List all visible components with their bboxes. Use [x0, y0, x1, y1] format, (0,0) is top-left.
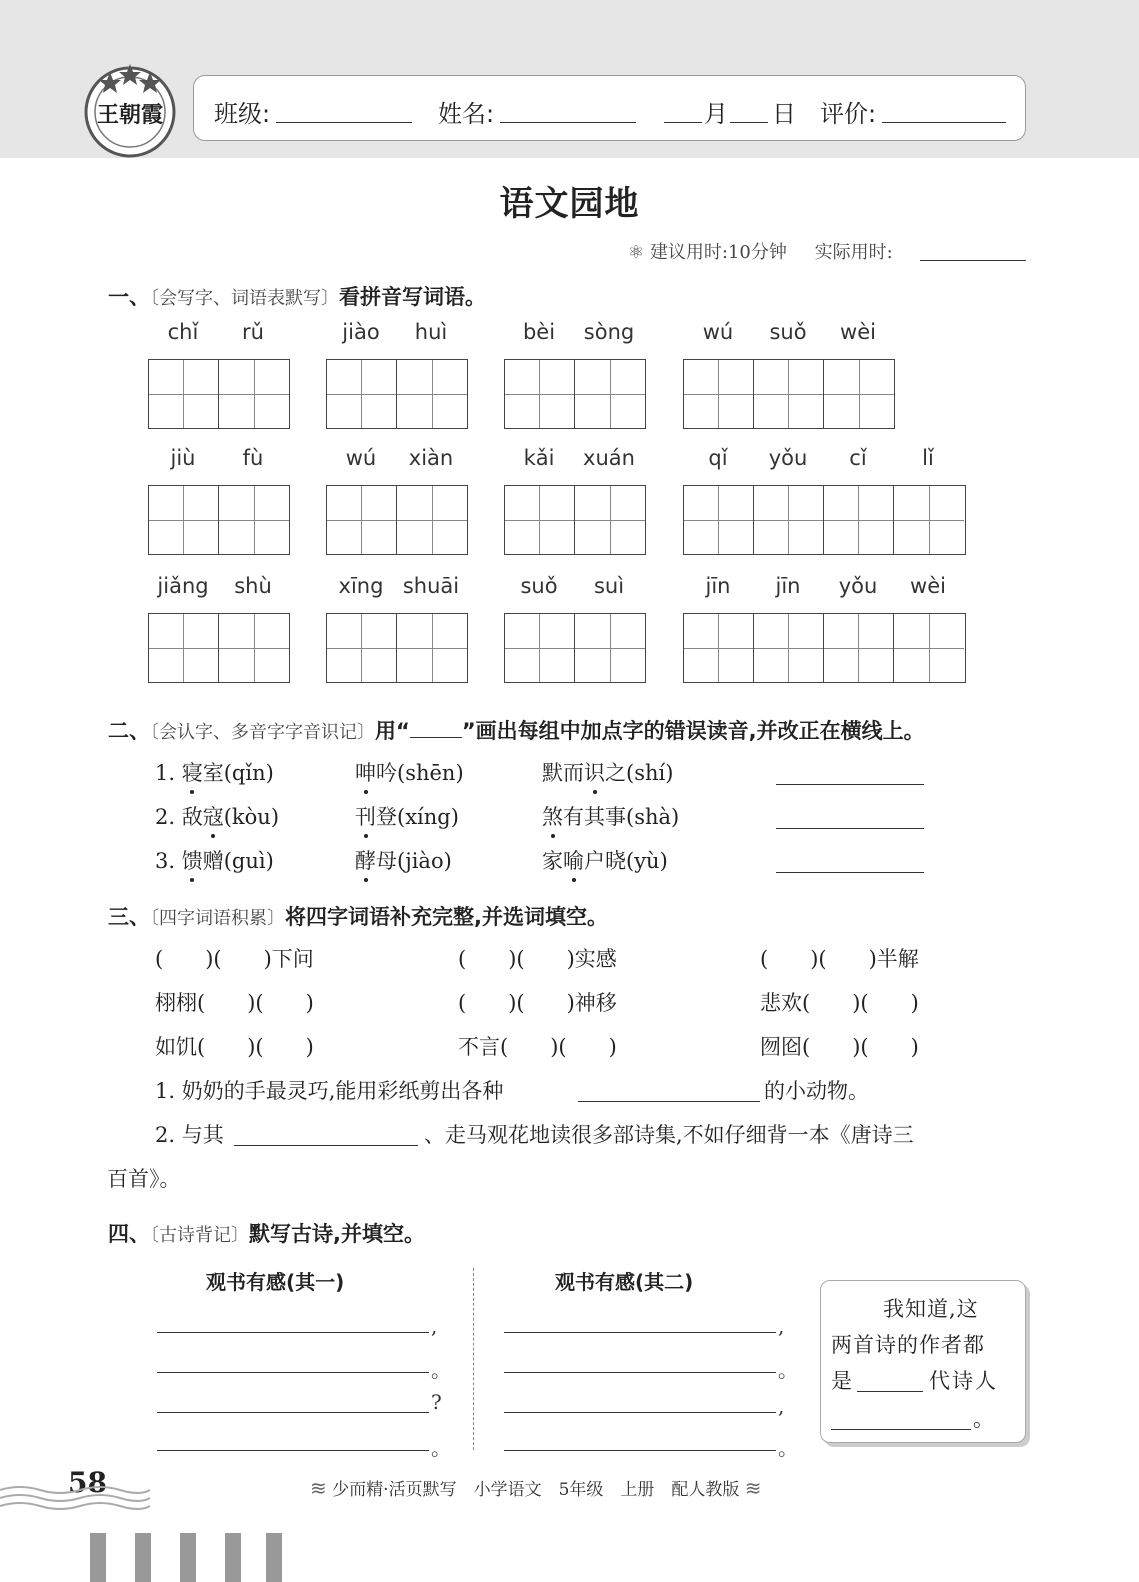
pinyin: wèi	[910, 574, 946, 598]
reading-item: 1. 寝室(qǐn)	[155, 757, 274, 787]
fill-blank[interactable]	[578, 1101, 760, 1102]
poem-line[interactable]	[504, 1412, 776, 1413]
class-label: 班级:	[214, 100, 271, 128]
pinyin: xuán	[583, 446, 635, 470]
idiom[interactable]: ( )( )半解	[760, 947, 919, 971]
day-label: 日	[772, 100, 796, 128]
pinyin: rǔ	[242, 320, 264, 344]
pinyin: suǒ	[769, 320, 807, 344]
writing-grid[interactable]	[504, 359, 646, 429]
pinyin: yǒu	[838, 574, 878, 598]
idiom[interactable]: 不言( )( )	[458, 1035, 617, 1059]
reading-word: 煞有其事(shà)	[542, 801, 679, 831]
name-field[interactable]	[500, 122, 636, 123]
footer-text: ≋ 少而精·活页默写 小学语文 5年级 上册 配人教版 ≋	[310, 1476, 762, 1500]
pinyin: jiù	[170, 446, 196, 470]
writing-grid[interactable]	[148, 613, 290, 683]
pinyin: bèi	[522, 320, 556, 344]
class-field[interactable]	[276, 122, 412, 123]
pinyin: suì	[593, 574, 625, 598]
pinyin: suǒ	[520, 574, 558, 598]
fill-sentence-1-pre: 1. 奶奶的手最灵巧,能用彩纸剪出各种	[155, 1079, 504, 1103]
student-info-box	[193, 75, 1026, 141]
writing-grid[interactable]	[683, 485, 966, 555]
actual-time-field[interactable]	[920, 260, 1026, 261]
writing-grid[interactable]	[326, 485, 468, 555]
writing-grid[interactable]	[683, 359, 895, 429]
pinyin: jīn	[705, 574, 731, 598]
idiom[interactable]: ( )( )下问	[155, 947, 314, 971]
pinyin: wú	[702, 320, 734, 344]
poem-2-lines: , 。 , 。	[504, 1300, 804, 1460]
pinyin: wèi	[840, 320, 876, 344]
idiom[interactable]: 栩栩( )( )	[155, 991, 314, 1015]
pinyin: lǐ	[922, 446, 934, 470]
logo	[80, 58, 180, 158]
writing-grid[interactable]	[326, 613, 468, 683]
reading-word: 酵母(jiào)	[355, 845, 452, 875]
footer-bar	[266, 1533, 282, 1582]
correction-field[interactable]	[776, 784, 924, 785]
note-box: 我知道,这 两首诗的作者都 是 代诗人 。	[820, 1280, 1026, 1443]
writing-grid[interactable]	[683, 613, 966, 683]
pinyin: cǐ	[849, 446, 867, 470]
writing-grid[interactable]	[148, 359, 290, 429]
poet-field[interactable]	[831, 1429, 971, 1430]
reading-item: 3. 馈赠(guì)	[155, 845, 274, 875]
poem-2-title: 观书有感(其二)	[555, 1270, 694, 1294]
wave-icon: ≋	[744, 1476, 762, 1500]
pinyin: kǎi	[523, 446, 555, 470]
idiom[interactable]: ( )( )实感	[458, 947, 617, 971]
fill-sentence-1-post: 的小动物。	[764, 1079, 869, 1103]
idiom[interactable]: 如饥( )( )	[155, 1035, 314, 1059]
dynasty-field[interactable]	[857, 1391, 923, 1392]
section-2-title: 二、〔会认字、多音字字音识记〕用“ ”画出每组中加点字的错误读音,并改正在横线上。	[108, 719, 925, 743]
idiom[interactable]: 囫囵( )( )	[760, 1035, 919, 1059]
pinyin: xīng	[338, 574, 384, 598]
pinyin: shuāi	[402, 574, 460, 598]
pinyin: fù	[242, 446, 264, 470]
pinyin: jiào	[342, 320, 380, 344]
fill-blank[interactable]	[234, 1145, 418, 1146]
section-1-title: 一、〔会写字、词语表默写〕看拼音写词语。	[108, 285, 486, 309]
pinyin: qǐ	[708, 446, 728, 470]
pinyin: sòng	[583, 320, 635, 344]
time-row	[628, 238, 893, 264]
poem-line[interactable]	[157, 1450, 429, 1451]
month-field[interactable]	[664, 122, 702, 123]
correction-field[interactable]	[776, 872, 924, 873]
poem-line[interactable]	[504, 1450, 776, 1451]
eval-field[interactable]	[882, 122, 1006, 123]
correction-field[interactable]	[776, 828, 924, 829]
eval-label: 评价:	[820, 100, 877, 128]
pinyin: huì	[414, 320, 448, 344]
page-title: 语文园地	[499, 184, 640, 224]
wave-icon: ≋	[310, 1476, 327, 1500]
footer-bar	[90, 1533, 106, 1582]
pinyin: jiǎng	[157, 574, 209, 598]
fill-sentence-2-pre: 2. 与其	[155, 1123, 224, 1147]
reading-word: 默而识之(shí)	[542, 757, 673, 787]
pinyin: wú	[345, 446, 377, 470]
pinyin: yǒu	[768, 446, 808, 470]
month-label: 月	[704, 100, 728, 128]
poem-line[interactable]	[157, 1412, 429, 1413]
reading-word: 家喻户晓(yù)	[542, 845, 668, 875]
writing-grid[interactable]	[326, 359, 468, 429]
poem-line[interactable]	[504, 1332, 776, 1333]
reading-word: 呻吟(shēn)	[355, 757, 464, 787]
footer-bar	[135, 1533, 151, 1582]
footer-waves	[0, 1484, 150, 1518]
writing-grid[interactable]	[504, 613, 646, 683]
name-label: 姓名:	[438, 100, 495, 128]
clock-icon: ⚛	[628, 242, 645, 263]
suggested-time: 建议用时:10分钟	[649, 242, 787, 263]
actual-time-label: 实际用时:	[814, 242, 893, 263]
page-number: 58	[68, 1466, 107, 1499]
day-field[interactable]	[730, 122, 768, 123]
pinyin: chǐ	[167, 320, 199, 344]
poem-line[interactable]	[157, 1332, 429, 1333]
pinyin: shù	[234, 574, 272, 598]
logo-text: 王朝霞	[96, 102, 163, 128]
poem-line[interactable]	[157, 1372, 429, 1373]
pinyin: jīn	[775, 574, 801, 598]
section-3-title: 三、〔四字词语积累〕将四字词语补充完整,并选词填空。	[108, 905, 608, 929]
reading-word: 刊登(xíng)	[355, 801, 459, 831]
idiom[interactable]: 悲欢( )( )	[760, 991, 919, 1015]
footer-bar	[180, 1533, 196, 1582]
fill-sentence-2-post: 、走马观花地读很多部诗集,不如仔细背一本《唐诗三	[424, 1123, 914, 1147]
poem-1-lines: , 。 ? 。	[157, 1300, 452, 1460]
reading-item: 2. 敌寇(kòu)	[155, 801, 279, 831]
poem-line[interactable]	[504, 1372, 776, 1373]
poem-1-title: 观书有感(其一)	[206, 1270, 345, 1294]
idiom[interactable]: ( )( )神移	[458, 991, 617, 1015]
footer-bar	[225, 1533, 241, 1582]
fill-sentence-2-cont: 百首》。	[107, 1167, 181, 1191]
section-4-title: 四、〔古诗背记〕默写古诗,并填空。	[108, 1222, 425, 1246]
writing-grid[interactable]	[504, 485, 646, 555]
writing-grid[interactable]	[148, 485, 290, 555]
divider	[473, 1268, 474, 1450]
pinyin: xiàn	[408, 446, 454, 470]
